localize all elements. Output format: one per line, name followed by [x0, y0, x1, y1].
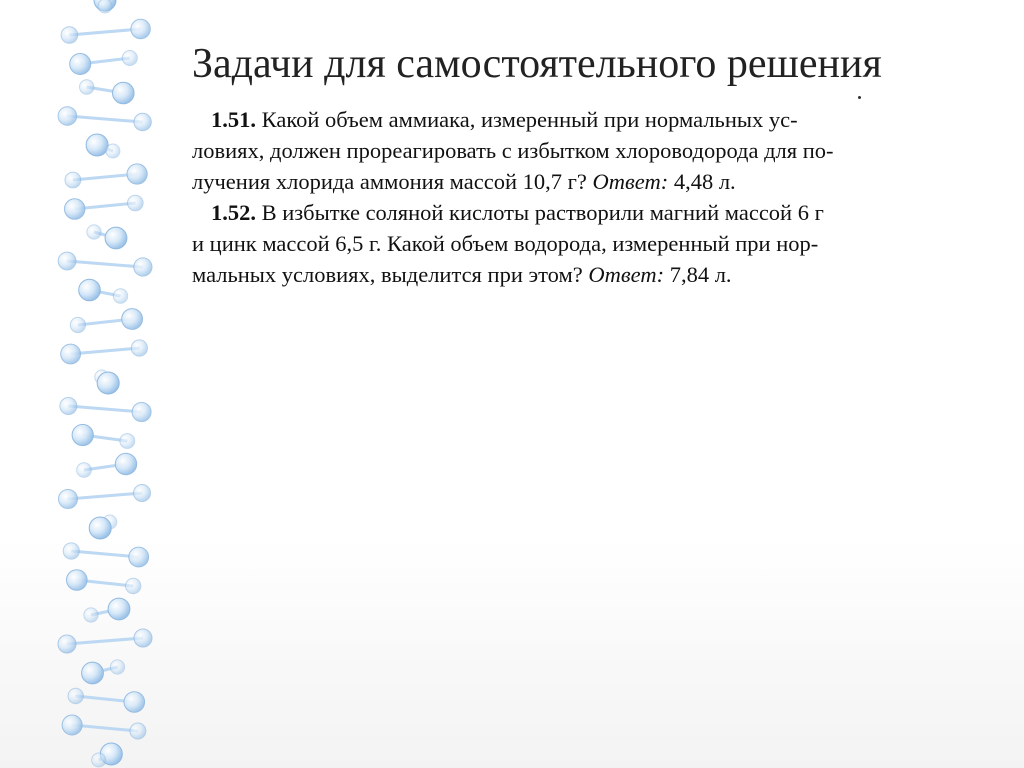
task-2-answer-value: 7,84 л. — [664, 262, 732, 287]
task-1-answer-value: 4,48 л. — [668, 169, 736, 194]
stray-dot — [858, 96, 861, 99]
task-2-line-3 — [192, 259, 984, 290]
dna-atom — [108, 598, 130, 620]
dna-atom — [92, 753, 106, 767]
task-2-line-2 — [192, 228, 984, 259]
dna-atom — [134, 258, 152, 276]
dna-atom — [72, 424, 93, 445]
dna-atom — [132, 403, 151, 422]
dna-atom — [131, 19, 150, 38]
dna-bond — [69, 29, 140, 35]
dna-atom — [80, 80, 94, 94]
dna-atom — [84, 608, 98, 622]
task-2-answer-label: Ответ: — [588, 262, 665, 287]
task-2-line-1 — [192, 197, 984, 228]
dna-atom — [124, 692, 145, 713]
dna-atom — [126, 578, 141, 593]
dna-atoms — [58, 0, 152, 767]
task-2-text-1: В избытке соляной кислоты растворили магний массой 6 г — [256, 200, 824, 225]
dna-atom — [58, 635, 76, 653]
task-1-line-1 — [192, 104, 984, 135]
dna-atom — [86, 134, 108, 156]
dna-atom — [65, 172, 81, 188]
dna-atom — [134, 629, 152, 647]
page-title: Задачи для самостоятельного решения — [192, 41, 882, 87]
dna-atom — [67, 570, 88, 591]
task-1-line-2 — [192, 135, 984, 166]
dna-atom — [77, 463, 92, 478]
dna-atom — [59, 490, 78, 509]
dna-atom — [105, 227, 127, 249]
task-2-text-2: и цинк массой 6,5 г. Какой объем водорода, измеренный при нор- — [192, 231, 819, 256]
dna-bond — [67, 261, 143, 267]
dna-atom — [58, 252, 76, 270]
dna-atom — [115, 453, 136, 474]
dna-atom — [87, 225, 101, 239]
task-1-line-3 — [192, 166, 984, 197]
task-2-number: 1.52. — [211, 200, 256, 225]
task-1-text-1: Какой объем аммиака, измеренный при нормальных ус- — [256, 107, 798, 132]
dna-bond — [67, 116, 142, 122]
dna-atom — [70, 54, 91, 75]
dna-atom — [60, 398, 77, 415]
dna-atom — [82, 662, 104, 684]
dna-atom — [70, 317, 85, 332]
dna-atom — [129, 547, 149, 567]
dna-atom — [130, 723, 146, 739]
dna-atom — [97, 372, 119, 394]
dna-atom — [63, 543, 79, 559]
dna-atom — [62, 715, 82, 735]
dna-atom — [98, 0, 112, 13]
dna-atom — [79, 279, 101, 301]
tasks-text — [192, 104, 984, 290]
dna-atom — [122, 309, 143, 330]
dna-bond — [68, 406, 141, 412]
dna-atom — [68, 688, 83, 703]
dna-atom — [61, 27, 78, 44]
dna-atom — [134, 113, 151, 130]
task-1-number: 1.51. — [211, 107, 256, 132]
dna-atom — [134, 485, 151, 502]
dna-atom — [61, 344, 81, 364]
dna-atom — [113, 289, 127, 303]
dna-atom — [128, 195, 144, 211]
dna-bond — [67, 638, 143, 644]
task-1-text-3: лучения хлорида аммония массой 10,7 г? — [192, 169, 593, 194]
dna-atom — [106, 144, 120, 158]
dna-atom — [89, 517, 111, 539]
dna-atom — [127, 164, 147, 184]
dna-atom — [122, 51, 137, 66]
dna-atom — [65, 199, 85, 219]
dna-atom — [131, 340, 147, 356]
dna-atom — [58, 107, 77, 126]
dna-bond — [68, 493, 142, 499]
task-1-answer-label: Ответ: — [592, 169, 669, 194]
dna-atom — [120, 434, 135, 449]
dna-helix-decoration — [0, 0, 190, 768]
task-2-text-3: мальных условиях, выделится при этом? — [192, 262, 589, 287]
task-1-text-2: ловиях, должен прореагировать с избытком хлороводорода для по- — [192, 138, 834, 163]
dna-atom — [113, 82, 135, 104]
dna-atom — [110, 660, 124, 674]
